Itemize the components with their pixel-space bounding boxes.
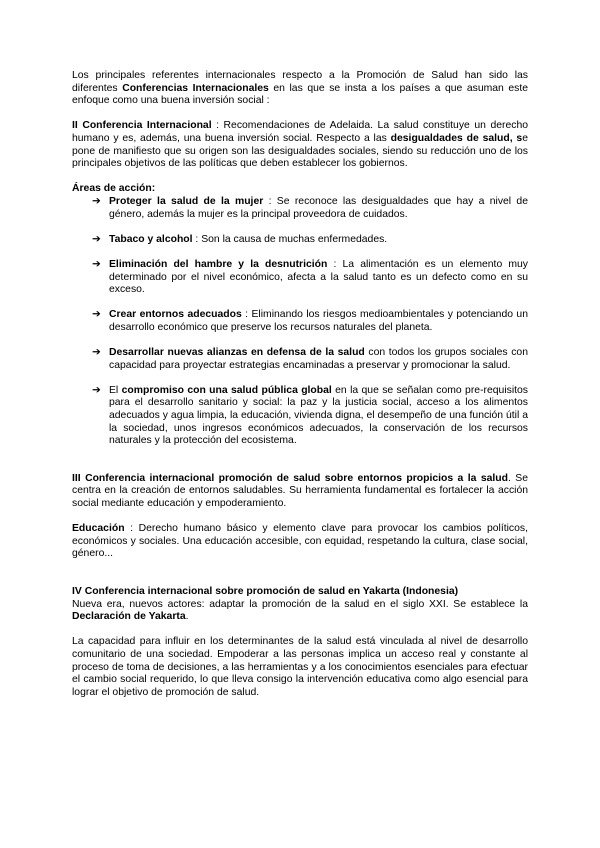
closing-paragraph: La capacidad para influir en los determinantes de la salud está vinculada al nivel de desarrollo comunitario de una sociedad. Empoderar a las personas implica un acceso real y constante al proceso de toma de decisiones, a las herramientas y a los conocimientos esenciales para efectuar el cambio social requerido, lo que lleva consigo la intervención educativa como algo esencial para lograr el objetivo de promoción de salud. [72, 636, 528, 698]
action-item: ➔ Desarrollar nuevas alianzas en defensa de la salud con todos los grupos sociales con capacidad para proyectar estrategias encaminadas a preservar y promocionar la salud. [92, 347, 528, 371]
action-item: ➔ El compromiso con una salud pública global en la que se señalan como pre-requisitos para el desarrollo sanitario y social: la paz y la justicia social, acceso a los alimentos adecuados y agua limpia, la educación, vivienda digna, el desempeño de una función útil a la sociedad, unos ingresos económicos adecuados, la conservación de los recursos naturales y la protección del ecosistema. [92, 384, 528, 447]
arrow-right-icon: ➔ [92, 309, 101, 321]
conference-2-title: II Conferencia Internacional [72, 120, 212, 132]
yakarta-declaration-bold: Declaración de Yakarta [72, 611, 186, 623]
arrow-right-icon: ➔ [92, 347, 101, 359]
conference-2-paragraph: II Conferencia Internacional : Recomendaciones de Adelaida. La salud constituye un derecho humano y es, además, una buena inversión social. Respecto a las desigualdades de salud, se pone de manifiesto que su origen son las desigualdades sociales, siendo su reducción uno de los principales objetivos de las políticas que deben establecer los gobiernos. [72, 120, 529, 170]
conference-4-paragraph: Nueva era, nuevos actores: adaptar la promoción de la salud en el siglo XXI. Se establece la Declaración de Yakarta. [72, 598, 528, 623]
action-item: ➔ Proteger la salud de la mujer : Se reconoce las desigualdades que hay a nivel de género, además la mujer es la principal proveedora de cuidados. [92, 195, 528, 220]
arrow-right-icon: ➔ [92, 258, 101, 270]
action-item: ➔ Tabaco y alcohol : Son la causa de muchas enfermedades. [92, 233, 388, 245]
areas-heading: Áreas de acción: [72, 183, 156, 195]
arrow-right-icon: ➔ [92, 233, 101, 245]
action-areas-list [72, 196, 528, 448]
arrow-right-icon: ➔ [92, 384, 101, 396]
intro-paragraph: Los principales referentes internacionales respecto a la Promoción de Salud han sido las diferentes Conferencias Internacionales en las que se insta a los países a que asuman este enfoque como una buena inversión social : [72, 70, 529, 107]
education-paragraph: Educación : Derecho humano básico y elemento clave para provocar los cambios políticos, económicos y sociales. Una educación accesible, con equidad, respetando la cultura, clase social, género... [72, 523, 528, 560]
education-title: Educación [72, 523, 125, 535]
conference-3-title: III Conferencia internacional promoción de salud sobre entornos propicios a la salud [72, 472, 508, 484]
inequalities-bold: desigualdades de salud, s [390, 132, 523, 144]
document-body [72, 70, 528, 699]
intro-bold: Conferencias Internacionales [122, 82, 269, 94]
action-item: ➔ Eliminación del hambre y la desnutrición : La alimentación es un elemento muy determinado por el nivel económico, afecta a la salud tanto es un defecto como en su exceso. [92, 258, 528, 296]
conference-4-title: IV Conferencia internacional sobre promoción de salud en Yakarta (Indonesia) [72, 585, 459, 597]
action-item: ➔ Crear entornos adecuados : Eliminando los riesgos medioambientales y potenciando un desarrollo económico que preserve los recursos naturales del planeta. [92, 309, 528, 333]
arrow-right-icon: ➔ [92, 195, 101, 207]
conference-3-paragraph: III Conferencia internacional promoción de salud sobre entornos propicios a la salud. Se centra en la creación de entornos saludables. Su herramienta fundamental es fortalecer la acción social mediante educación y empoderamiento. [72, 472, 528, 509]
